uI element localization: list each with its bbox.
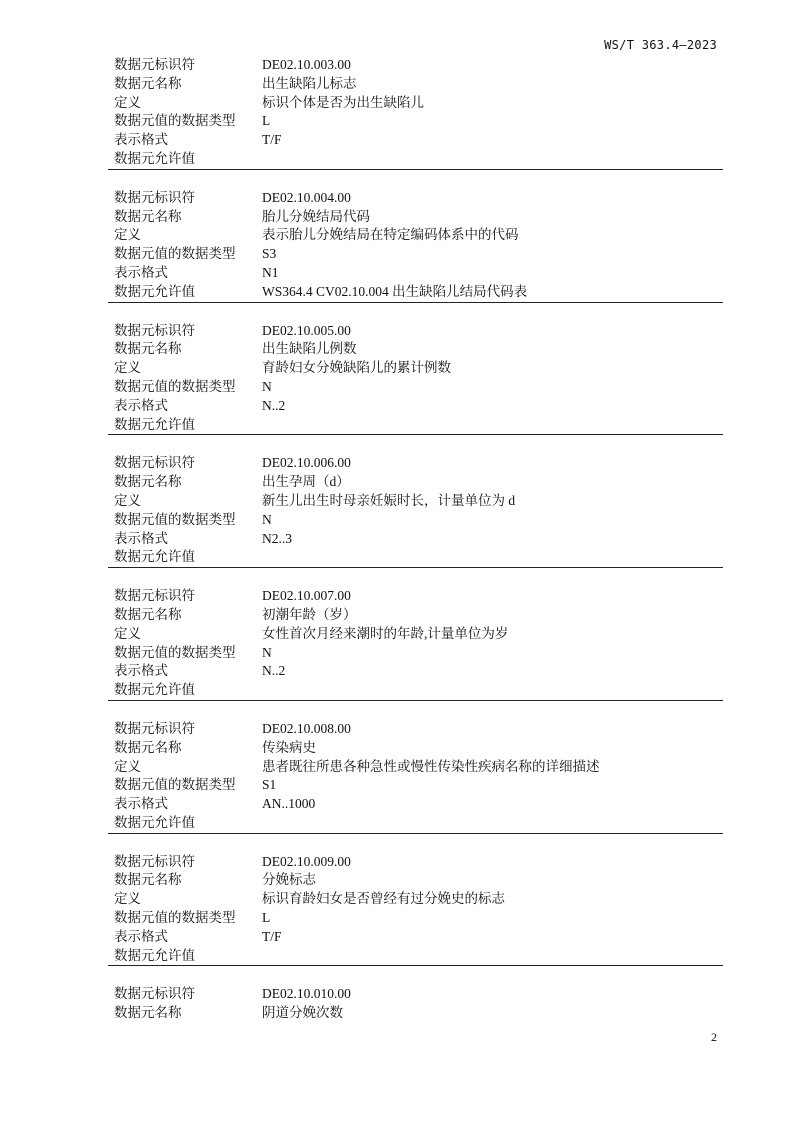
value-identifier: DE02.10.009.00 — [262, 853, 351, 869]
label-identifier: 数据元标识符 — [114, 189, 195, 205]
value-definition: 育龄妇女分娩缺陷儿的累计例数 — [262, 360, 451, 376]
value-definition: 表示胎儿分娩结局在特定编码体系中的代码 — [262, 227, 519, 243]
label-allowed: 数据元允许值 — [114, 416, 195, 432]
label-format: 表示格式 — [114, 397, 168, 413]
label-identifier: 数据元标识符 — [114, 986, 195, 1002]
row-format — [108, 397, 723, 416]
row-identifier — [108, 322, 723, 341]
row-datatype — [108, 112, 723, 131]
value-name: 出生孕周（d） — [262, 474, 350, 490]
value-name: 出生缺陷儿标志 — [262, 75, 357, 91]
label-allowed: 数据元允许值 — [114, 814, 195, 830]
value-allowed — [262, 681, 723, 700]
label-definition: 定义 — [114, 360, 141, 376]
value-definition: 标识育龄妇女是否曾经有过分娩史的标志 — [262, 891, 505, 907]
value-name: 传染病史 — [262, 739, 316, 755]
value-format: T/F — [262, 928, 282, 944]
label-name: 数据元名称 — [114, 474, 182, 490]
data-element-entry — [108, 55, 723, 170]
row-definition — [108, 625, 723, 644]
label-datatype: 数据元值的数据类型 — [114, 113, 236, 129]
row-definition — [108, 359, 723, 378]
row-allowed — [108, 150, 723, 169]
data-element-entry — [108, 586, 723, 701]
value-datatype: N — [262, 511, 272, 527]
label-allowed: 数据元允许值 — [114, 947, 195, 963]
label-identifier: 数据元标识符 — [114, 853, 195, 869]
row-name — [108, 208, 723, 227]
row-allowed — [108, 416, 723, 435]
value-datatype: S1 — [262, 777, 277, 793]
label-datatype: 数据元值的数据类型 — [114, 511, 236, 527]
value-format: N2..3 — [262, 530, 292, 546]
row-identifier — [108, 56, 723, 75]
row-identifier — [108, 853, 723, 872]
row-allowed — [108, 548, 723, 567]
label-format: 表示格式 — [114, 663, 168, 679]
label-name: 数据元名称 — [114, 872, 182, 888]
value-datatype: N — [262, 644, 272, 660]
data-element-entry — [108, 719, 723, 834]
value-format: T/F — [262, 132, 282, 148]
value-datatype: N — [262, 378, 272, 394]
label-name: 数据元名称 — [114, 739, 182, 755]
data-element-entry — [108, 453, 723, 568]
label-name: 数据元名称 — [114, 606, 182, 622]
value-allowed — [262, 416, 723, 435]
row-format — [108, 264, 723, 283]
value-name: 胎儿分娩结局代码 — [262, 208, 370, 224]
value-definition: 女性首次月经来潮时的年龄,计量单位为岁 — [262, 625, 509, 641]
value-allowed — [262, 150, 723, 169]
label-identifier: 数据元标识符 — [114, 588, 195, 604]
data-element-list — [108, 55, 723, 1041]
row-name — [108, 1004, 723, 1023]
value-definition: 患者既往所患各种急性或慢性传染性疾病名称的详细描述 — [262, 758, 600, 774]
value-identifier: DE02.10.007.00 — [262, 588, 351, 604]
row-definition — [108, 758, 723, 777]
row-datatype — [108, 245, 723, 264]
value-identifier: DE02.10.006.00 — [262, 455, 351, 471]
label-datatype: 数据元值的数据类型 — [114, 246, 236, 262]
value-name: 分娩标志 — [262, 872, 316, 888]
value-name: 初潮年龄（岁） — [262, 606, 357, 622]
data-element-entry — [108, 984, 723, 1023]
label-definition: 定义 — [114, 758, 141, 774]
value-allowed — [262, 814, 723, 833]
row-format — [108, 131, 723, 150]
value-datatype: L — [262, 113, 271, 129]
data-element-entry — [108, 321, 723, 436]
row-datatype — [108, 644, 723, 663]
value-datatype: L — [262, 910, 271, 926]
label-identifier: 数据元标识符 — [114, 720, 195, 736]
row-name — [108, 340, 723, 359]
label-datatype: 数据元值的数据类型 — [114, 644, 236, 660]
label-definition: 定义 — [114, 94, 141, 110]
value-identifier: DE02.10.005.00 — [262, 322, 351, 338]
label-name: 数据元名称 — [114, 75, 182, 91]
value-identifier: DE02.10.010.00 — [262, 986, 351, 1002]
label-format: 表示格式 — [114, 132, 168, 148]
label-definition: 定义 — [114, 492, 141, 508]
page-number: 2 — [711, 1030, 717, 1044]
label-name: 数据元名称 — [114, 341, 182, 357]
label-format: 表示格式 — [114, 796, 168, 812]
data-element-entry — [108, 188, 723, 303]
value-name: 出生缺陷儿例数 — [262, 341, 357, 357]
value-identifier: DE02.10.004.00 — [262, 189, 351, 205]
row-definition — [108, 226, 723, 245]
row-datatype — [108, 511, 723, 530]
standard-code: WS/T 363.4—2023 — [604, 38, 717, 52]
value-format: N1 — [262, 264, 279, 280]
data-element-entry — [108, 852, 723, 967]
label-allowed: 数据元允许值 — [114, 283, 195, 299]
row-identifier — [108, 454, 723, 473]
label-format: 表示格式 — [114, 928, 168, 944]
label-format: 表示格式 — [114, 530, 168, 546]
label-format: 表示格式 — [114, 264, 168, 280]
row-allowed — [108, 947, 723, 966]
row-identifier — [108, 720, 723, 739]
value-identifier: DE02.10.003.00 — [262, 57, 351, 72]
label-definition: 定义 — [114, 625, 141, 641]
row-name — [108, 473, 723, 492]
label-datatype: 数据元值的数据类型 — [114, 378, 236, 394]
value-allowed: WS364.4 CV02.10.004 出生缺陷儿结局代码表 — [262, 283, 528, 299]
row-allowed — [108, 283, 723, 302]
row-identifier — [108, 985, 723, 1004]
row-definition — [108, 94, 723, 113]
label-allowed: 数据元允许值 — [114, 682, 195, 698]
label-name: 数据元名称 — [114, 1005, 182, 1021]
label-allowed: 数据元允许值 — [114, 549, 195, 565]
label-datatype: 数据元值的数据类型 — [114, 777, 236, 793]
label-allowed: 数据元允许值 — [114, 150, 195, 166]
value-name: 阴道分娩次数 — [262, 1005, 343, 1021]
value-allowed — [262, 947, 723, 966]
row-definition — [108, 492, 723, 511]
value-format: N..2 — [262, 663, 286, 679]
row-name — [108, 75, 723, 94]
label-identifier: 数据元标识符 — [114, 455, 195, 471]
row-format — [108, 795, 723, 814]
label-identifier: 数据元标识符 — [114, 322, 195, 338]
row-datatype — [108, 909, 723, 928]
row-name — [108, 606, 723, 625]
row-format — [108, 928, 723, 947]
value-identifier: DE02.10.008.00 — [262, 720, 351, 736]
value-format: AN..1000 — [262, 796, 316, 812]
label-datatype: 数据元值的数据类型 — [114, 910, 236, 926]
row-name — [108, 871, 723, 890]
value-definition: 新生儿出生时母亲妊娠时长，计量单位为 d — [262, 492, 516, 508]
row-name — [108, 739, 723, 758]
row-datatype — [108, 776, 723, 795]
value-allowed — [262, 548, 723, 567]
row-definition — [108, 890, 723, 909]
value-datatype: S3 — [262, 246, 277, 262]
row-identifier — [108, 587, 723, 606]
row-allowed — [108, 681, 723, 700]
row-format — [108, 530, 723, 549]
row-datatype — [108, 378, 723, 397]
label-definition: 定义 — [114, 891, 141, 907]
label-definition: 定义 — [114, 227, 141, 243]
row-identifier — [108, 189, 723, 208]
row-allowed — [108, 814, 723, 833]
value-definition: 标识个体是否为出生缺陷儿 — [262, 94, 424, 110]
label-name: 数据元名称 — [114, 208, 182, 224]
row-format — [108, 662, 723, 681]
label-identifier: 数据元标识符 — [114, 57, 195, 72]
value-format: N..2 — [262, 397, 286, 413]
